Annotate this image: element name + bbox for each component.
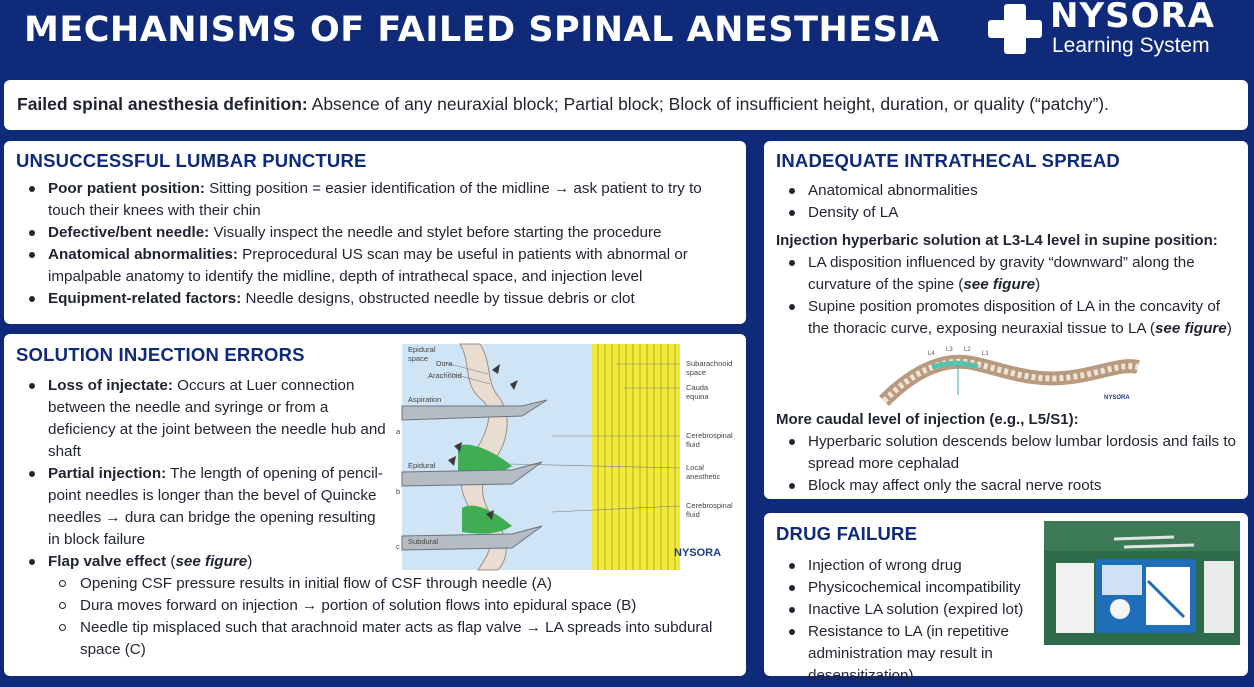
needle-flap-valve-figure — [396, 344, 742, 570]
figure-label: fluid — [686, 440, 700, 449]
item-text: LA disposition influenced by gravity “downward” along the curvature of the spine ( — [808, 254, 1195, 293]
figure-label: Aspiration — [408, 395, 442, 404]
page-title: MECHANISMS OF FAILED SPINAL ANESTHESIA — [24, 10, 940, 50]
figure-label: Subarachnoid — [686, 359, 733, 368]
list-item — [16, 288, 731, 310]
flap-paren-open: ( — [166, 553, 176, 570]
figure-label: space — [686, 368, 707, 377]
item-text-end: ) — [1035, 276, 1041, 293]
nysora-logo — [986, 0, 1248, 62]
figure-label: Cerebrospinal — [686, 501, 733, 510]
figure-marker: b — [396, 487, 401, 496]
list-item — [16, 222, 731, 244]
caudal-list — [776, 431, 1236, 497]
hyperbaric-heading: Injection hyperbaric solution at L3-L4 level in supine position: — [776, 232, 1218, 249]
figure-marker: a — [396, 427, 401, 436]
item-text: Supine position promotes disposition of LA in the concavity of the thoracic curve, exposing neuraxial tissue to LA ( — [808, 298, 1220, 337]
list-item — [776, 252, 1238, 296]
item-text: Occurs at Luer connection between the needle and syringe or from a deficiency at the joint between the needle hub and shaft — [48, 377, 386, 460]
figure-label: Local — [686, 463, 704, 472]
spine-label: L4 — [928, 351, 935, 357]
list-item — [16, 178, 731, 222]
figure-label: Arachnoid — [428, 371, 462, 380]
spine-label: L1 — [982, 351, 989, 357]
item-text: Needle designs, obstructed needle by tissue debris or clot — [241, 290, 635, 307]
definition-text: Absence of any neuraxial block; Partial block; Block of insufficient height, duration, or quality (“patchy”). — [307, 94, 1109, 114]
drug-section-title: DRUG FAILURE — [776, 523, 918, 544]
item-text: Visually inspect the needle and stylet before starting the procedure — [209, 224, 662, 241]
item-text-end: ) — [1226, 320, 1232, 337]
item-label: Poor patient position: — [48, 180, 205, 197]
sub-list-item: Opening CSF pressure results in initial flow of CSF through needle (A) — [48, 573, 728, 595]
sub-list-item: Needle tip misplaced such that arachnoid mater acts as flap valve → LA spreads into subdural space (C) — [48, 617, 728, 661]
spine-curvature-figure — [882, 343, 1142, 405]
spine-label: L3 — [946, 347, 953, 353]
see-figure-ref: see figure — [963, 276, 1036, 293]
caudal-heading: More caudal level of injection (e.g., L5/S1): — [776, 411, 1079, 428]
figure-label: Epidural — [408, 461, 436, 470]
list-item: Injection of wrong drug — [776, 555, 1136, 577]
intrathecal-spread-card — [764, 141, 1248, 499]
flap-sub-list — [48, 573, 728, 661]
item-text: The length of opening of pencil-point needles is longer than the bevel of Quincke needles → dura can bridge the opening resulting in block failure — [48, 465, 383, 548]
lumbar-puncture-card — [4, 141, 746, 324]
injection-list — [16, 375, 388, 573]
lumbar-list — [16, 178, 731, 310]
item-text: Resistance to LA (in repetitive administration may result in desensitization) — [808, 623, 1009, 684]
item-label: Loss of injectate: — [48, 377, 173, 394]
item-label: Partial injection: — [48, 465, 167, 482]
list-item: Hyperbaric solution descends below lumbar lordosis and fails to spread more cephalad — [776, 431, 1236, 475]
list-item: Density of LA — [776, 202, 1236, 224]
list-item — [776, 621, 1036, 687]
spine-label: L2 — [964, 347, 971, 353]
figure-marker: c — [396, 542, 400, 551]
injection-section-title: SOLUTION INJECTION ERRORS — [16, 344, 305, 365]
definition-label: Failed spinal anesthesia definition: — [17, 94, 308, 114]
spread-list — [776, 180, 1236, 224]
figure-label: space — [408, 354, 429, 363]
spinal-kit-tray-photo — [1044, 521, 1240, 645]
lumbar-section-title: UNSUCCESSFUL LUMBAR PUNCTURE — [16, 150, 367, 171]
logo-subtitle: Learning System — [1052, 34, 1210, 57]
injection-errors-card — [4, 334, 746, 676]
list-item — [776, 296, 1238, 340]
list-item: Physicochemical incompatibility — [776, 577, 1136, 599]
figure-label: Epidural — [408, 345, 436, 354]
figure-label: Dura — [436, 359, 453, 368]
drug-failure-card — [764, 513, 1248, 684]
sub-list-item: Dura moves forward on injection → portion of solution flows into epidural space (B) — [48, 595, 728, 617]
spine-brand: NYSORA — [1104, 395, 1130, 401]
spread-section-title: INADEQUATE INTRATHECAL SPREAD — [776, 150, 1120, 171]
list-item: Block may affect only the sacral nerve roots — [776, 475, 1236, 497]
header — [0, 0, 1254, 76]
list-item — [16, 375, 388, 463]
flap-paren-close: ) — [247, 553, 253, 570]
list-item: Inactive LA solution (expired lot) — [776, 599, 1136, 621]
plus-cross-icon — [986, 0, 1044, 58]
figure-label: fluid — [686, 510, 700, 519]
definition-banner — [4, 80, 1248, 130]
item-label: Defective/bent needle: — [48, 224, 210, 241]
figure-label: equina — [686, 392, 709, 401]
hyperbaric-list — [776, 252, 1238, 340]
list-item: Anatomical abnormalities — [776, 180, 1236, 202]
logo-brand: NYSORA — [1050, 0, 1215, 36]
figure-label: anesthetic — [686, 472, 721, 481]
item-label: Flap valve effect — [48, 553, 167, 570]
see-figure-ref: see figure — [175, 553, 248, 570]
figure-brand: NYSORA — [674, 547, 722, 559]
list-item — [16, 244, 731, 288]
list-item — [16, 463, 388, 551]
item-label: Anatomical abnormalities: — [48, 246, 238, 263]
item-label: Equipment-related factors: — [48, 290, 242, 307]
figure-label: Cauda — [686, 383, 709, 392]
item-text: Sitting position = easier identification of the midline → ask patient to try to touch their knees with their chin — [48, 180, 702, 219]
item-text: Preprocedural US scan may be useful in patients with abnormal or impalpable anatomy to identify the midline, depth of intrathecal space, and injection level — [48, 246, 688, 285]
figure-label: Cerebrospinal — [686, 431, 733, 440]
see-figure-ref: see figure — [1154, 320, 1227, 337]
figure-label: Subdural — [408, 537, 439, 546]
